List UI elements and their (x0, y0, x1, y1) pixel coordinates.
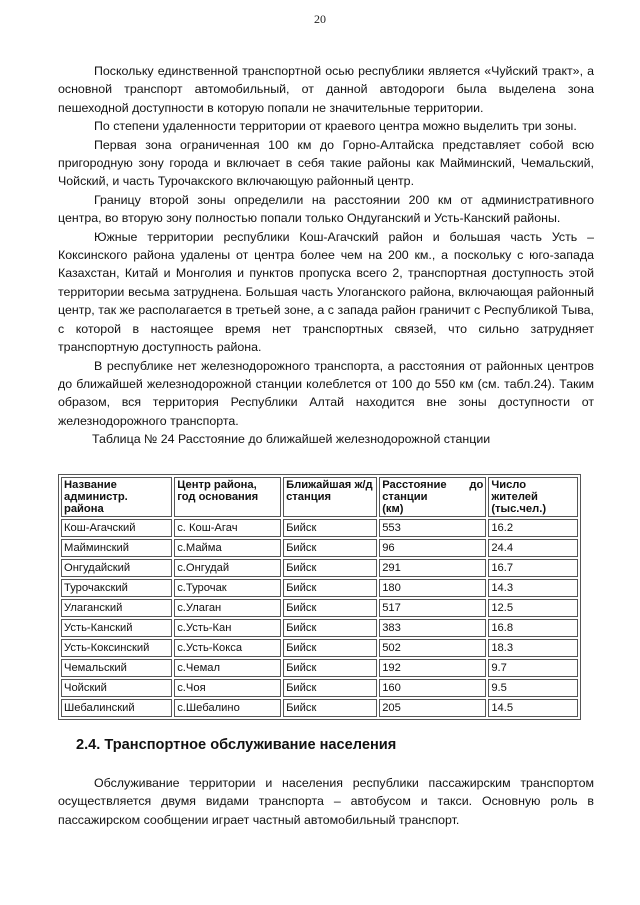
table-row (61, 699, 578, 717)
cell-center: с.Усть-Кан (174, 619, 281, 637)
cell-district: Турочакский (61, 579, 172, 597)
cell-station: Бийск (283, 539, 377, 557)
cell-district: Шебалинский (61, 699, 172, 717)
header-distance-word: станции (382, 491, 428, 503)
cell-center: с.Усть-Кокса (174, 639, 281, 657)
header-distance (379, 477, 486, 517)
table-caption: Таблица № 24 Расстояние до ближайшей железнодорожной станции (92, 432, 491, 447)
header-center: Центр района, год основания (174, 477, 281, 517)
cell-center: с.Майма (174, 539, 281, 557)
cell-district: Онгудайский (61, 559, 172, 577)
cell-population: 14.5 (488, 699, 578, 717)
header-district: Название администр. района (61, 477, 172, 517)
header-distance-word: Расстояние (382, 479, 447, 491)
cell-station: Бийск (283, 699, 377, 717)
cell-population: 16.7 (488, 559, 578, 577)
cell-station: Бийск (283, 619, 377, 637)
cell-distance: 291 (379, 559, 486, 577)
table-row (61, 559, 578, 577)
cell-population: 14.3 (488, 579, 578, 597)
cell-distance: 205 (379, 699, 486, 717)
table-row (61, 659, 578, 677)
cell-population: 18.3 (488, 639, 578, 657)
cell-center: с.Чоя (174, 679, 281, 697)
header-distance-word: до (469, 479, 484, 491)
cell-station: Бийск (283, 559, 377, 577)
cell-station: Бийск (283, 599, 377, 617)
cell-center: с.Турочак (174, 579, 281, 597)
cell-district: Улаганский (61, 599, 172, 617)
cell-population: 9.7 (488, 659, 578, 677)
table-row (61, 519, 578, 537)
cell-station: Бийск (283, 639, 377, 657)
header-distance-unit: (км) (382, 503, 404, 515)
cell-district: Усть-Коксинский (61, 639, 172, 657)
body-text (58, 62, 594, 449)
cell-distance: 553 (379, 519, 486, 537)
paragraph: Южные территории республики Кош-Агачский район и большая часть Усть – Коксинского района удалены от центра более чем на 200 км., а поскольку с юго-запада Казахстан, Китай и Монголия и пунктов пропуска всего 2, транспортная доступность этой территории весьма затруднена. Большая часть Улоганского района, включающая районный центр, так же располагается в третьей зоне, а с запада район граничит с Республикой Тыва, с которой в настоящее время нет транспортных связей, что сильно затрудняет транспортную доступность района. (58, 229, 594, 355)
cell-population: 24.4 (488, 539, 578, 557)
table-row (61, 639, 578, 657)
table-header-row (61, 477, 578, 517)
table-row (61, 619, 578, 637)
paragraph: Первая зона ограниченная 100 км до Горно-Алтайска представляет собой всю пригородную зону города и включает в себя такие районы как Майминский, Чемальский, Чойский, и часть Турочакского включающую районный центр. (58, 137, 594, 189)
table-row (61, 579, 578, 597)
section-title: 2.4. Транспортное обслуживание населения (76, 737, 397, 753)
cell-station: Бийск (283, 679, 377, 697)
cell-distance: 192 (379, 659, 486, 677)
cell-distance: 160 (379, 679, 486, 697)
table-row (61, 679, 578, 697)
cell-district: Чойский (61, 679, 172, 697)
cell-distance: 96 (379, 539, 486, 557)
cell-center: с.Шебалино (174, 699, 281, 717)
cell-distance: 517 (379, 599, 486, 617)
page-number: 20 (314, 12, 326, 26)
cell-population: 16.2 (488, 519, 578, 537)
header-station: Ближайшая ж/д станция (283, 477, 377, 517)
cell-center: с.Улаган (174, 599, 281, 617)
cell-district: Кош-Агачский (61, 519, 172, 537)
paragraph: Обслуживание территории и населения республики пассажирским транспортом осуществляется двумя видами транспорта – автобусом и такси. Основную роль в пассажирском сообщении играет частный автомобильный транспорт. (58, 776, 594, 827)
distance-table (58, 474, 581, 720)
cell-distance: 502 (379, 639, 486, 657)
paragraph: По степени удаленности территории от краевого центра можно выделить три зоны. (94, 119, 577, 134)
cell-population: 12.5 (488, 599, 578, 617)
cell-station: Бийск (283, 519, 377, 537)
cell-center: с.Чемал (174, 659, 281, 677)
paragraph: Границу второй зоны определили на расстоянии 200 км от административного центра, во вторую зону полностью попали только Ондуганский и Усть-Канский районы. (58, 192, 594, 226)
table-row (61, 539, 578, 557)
cell-distance: 180 (379, 579, 486, 597)
header-population: Число жителей (тыс.чел.) (488, 477, 578, 517)
table-row (61, 599, 578, 617)
cell-district: Чемальский (61, 659, 172, 677)
cell-district: Усть-Канский (61, 619, 172, 637)
paragraph: В республике нет железнодорожного транспорта, а расстояния от районных центров до ближайшей железнодорожной станции колеблется от 100 до 550 км (см. табл.24). Таким образом, вся территория Республики Алтай находится вне зоны доступности от железнодорожного транспорта. (58, 358, 594, 428)
section-body-text (58, 774, 594, 829)
cell-population: 9.5 (488, 679, 578, 697)
cell-distance: 383 (379, 619, 486, 637)
cell-center: с. Кош-Агач (174, 519, 281, 537)
paragraph: Поскольку единственной транспортной осью республики является «Чуйский тракт», а основной транспорт автомобильный, от данной автодороги была выделена зона пешеходной доступности в которую попали не значительные территории. (58, 64, 594, 115)
cell-district: Майминский (61, 539, 172, 557)
cell-center: с.Онгудай (174, 559, 281, 577)
cell-population: 16.8 (488, 619, 578, 637)
cell-station: Бийск (283, 579, 377, 597)
cell-station: Бийск (283, 659, 377, 677)
